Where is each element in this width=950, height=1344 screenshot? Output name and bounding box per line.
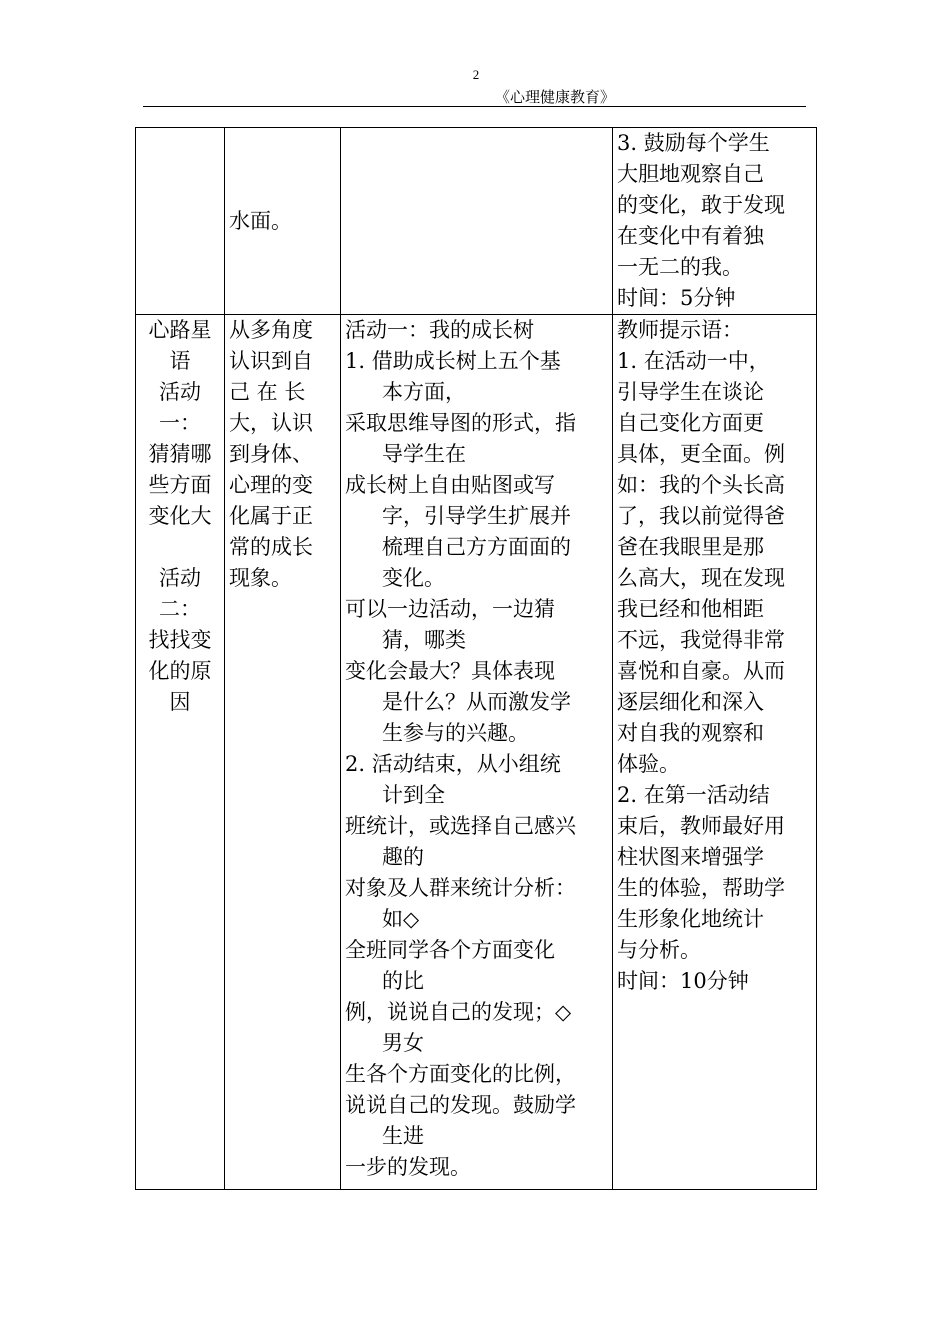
text-line: 成长树上自由贴图或写 xyxy=(345,473,555,497)
text-line: 变化。 xyxy=(382,566,445,590)
text-line: 二： xyxy=(159,597,201,621)
table-cell xyxy=(341,128,613,315)
text-line: 变化大 xyxy=(148,504,212,528)
text-line: 生各个方面变化的比例， xyxy=(345,1062,576,1086)
page-number: 2 xyxy=(472,67,480,82)
text-line: 猜猜哪 xyxy=(148,442,212,466)
text-line: 是什么？从而激发学 xyxy=(382,690,571,714)
text-line: 对象及人群来统计分析： xyxy=(345,876,576,900)
cell-text: 水面。 xyxy=(229,208,292,233)
text-line: 在变化中有着独 xyxy=(617,224,764,248)
teacher-tips xyxy=(617,315,812,997)
text-line: 时间：10分钟 xyxy=(617,969,749,993)
text-line: 全班同学各个方面变化 xyxy=(345,938,555,962)
text-line: 体验。 xyxy=(617,752,680,776)
text-line: 一： xyxy=(159,411,201,435)
text-line: 到身体、 xyxy=(229,442,313,466)
text-line: 具体，更全面。例 xyxy=(617,442,785,466)
text-line: 趣的 xyxy=(382,845,424,869)
text-line: 1. 借助成长树上五个基 xyxy=(345,349,561,373)
text-line: 与分析。 xyxy=(617,938,701,962)
text-line: 从多角度 xyxy=(229,318,313,342)
text-line: 班统计，或选择自己感兴 xyxy=(345,814,576,838)
text-line: 字，引导学生扩展并 xyxy=(382,504,571,528)
table-cell xyxy=(225,315,341,1190)
header-divider xyxy=(143,106,806,107)
text-line: 语 xyxy=(169,349,191,373)
text-line: 活动 xyxy=(159,566,201,590)
text-line: 计到全 xyxy=(382,783,445,807)
text-line: 常的成长 xyxy=(229,535,313,559)
text-line: 活动 xyxy=(159,380,201,404)
document-header-title: 《心理健康教育》 xyxy=(494,88,615,106)
text-line: 些方面 xyxy=(148,473,212,497)
text-line: 心路星 xyxy=(148,318,212,342)
text-line: 如◇ xyxy=(382,907,420,931)
table-row xyxy=(136,315,817,1190)
text-line: 1. 在活动一中， xyxy=(617,349,770,373)
text-line: 时间：5分钟 xyxy=(617,286,736,310)
text-line: 引导学生在谈论 xyxy=(617,380,764,404)
table-cell xyxy=(613,128,817,315)
table-cell xyxy=(136,128,225,315)
text-line: 例，说说自己的发现；◇ xyxy=(345,1000,572,1024)
text-line: 因 xyxy=(169,690,191,714)
text-line: 认识到自 xyxy=(229,349,313,373)
text-line: 2. 在第一活动结 xyxy=(617,783,770,807)
session-title xyxy=(140,315,220,718)
text-line: 的变化，敢于发现 xyxy=(617,193,785,217)
text-line: 么高大，现在发现 xyxy=(617,566,785,590)
text-line: 采取思维导图的形式，指 xyxy=(345,411,576,435)
text-line: 教师提示语： xyxy=(617,318,743,342)
text-line: 逐层细化和深入 xyxy=(617,690,764,714)
text-line xyxy=(140,532,220,563)
table-row xyxy=(136,128,817,315)
text-line: 己 在 长 xyxy=(229,380,306,404)
text-line: 喜悦和自豪。从而 xyxy=(617,659,785,683)
text-line: 自己变化方面更 xyxy=(617,411,764,435)
text-line: 活动一：我的成长树 xyxy=(345,318,534,342)
text-line: 化属于正 xyxy=(229,504,313,528)
objective-text xyxy=(229,315,336,594)
text-line: 生的体验，帮助学 xyxy=(617,876,785,900)
text-line: 生形象化地统计 xyxy=(617,907,764,931)
text-line: 一无二的我。 xyxy=(617,255,743,279)
lesson-plan-table xyxy=(135,127,817,1190)
text-line: 找找变 xyxy=(148,628,212,652)
text-line: 爸在我眼里是那 xyxy=(617,535,764,559)
text-line: 2. 活动结束，从小组统 xyxy=(345,752,561,776)
text-line: 不远，我觉得非常 xyxy=(617,628,785,652)
tip-text-continued xyxy=(617,128,812,314)
text-line: 说说自己的发现。鼓励学 xyxy=(345,1093,576,1117)
text-line: 我已经和他相距 xyxy=(617,597,764,621)
text-line: 化的原 xyxy=(148,659,212,683)
text-line: 了，我以前觉得爸 xyxy=(617,504,785,528)
text-line: 猜，哪类 xyxy=(382,628,466,652)
table-cell xyxy=(136,315,225,1190)
text-line: 本方面， xyxy=(382,380,466,404)
text-line: 导学生在 xyxy=(382,442,466,466)
text-line: 心理的变 xyxy=(229,473,313,497)
text-line: 生参与的兴趣。 xyxy=(382,721,529,745)
text-line: 如：我的个头长高 xyxy=(617,473,785,497)
table-cell xyxy=(613,315,817,1190)
text-line: 大，认识 xyxy=(229,411,313,435)
text-line: 一步的发现。 xyxy=(345,1155,471,1179)
text-line: 3. 鼓励每个学生 xyxy=(617,131,770,155)
table-cell xyxy=(225,128,341,315)
text-line: 对自我的观察和 xyxy=(617,721,764,745)
text-line: 束后，教师最好用 xyxy=(617,814,785,838)
text-line: 变化会最大？具体表现 xyxy=(345,659,555,683)
text-line: 男女 xyxy=(382,1031,424,1055)
text-line: 可以一边活动，一边猜 xyxy=(345,597,555,621)
text-line: 生进 xyxy=(382,1124,424,1148)
table-cell xyxy=(341,315,613,1190)
activity-procedure xyxy=(345,315,608,1183)
text-line: 大胆地观察自己 xyxy=(617,162,764,186)
text-line: 的比 xyxy=(382,969,424,993)
text-line: 现象。 xyxy=(229,566,292,590)
text-line: 柱状图来增强学 xyxy=(617,845,764,869)
text-line: 梳理自己方方面面的 xyxy=(382,535,571,559)
